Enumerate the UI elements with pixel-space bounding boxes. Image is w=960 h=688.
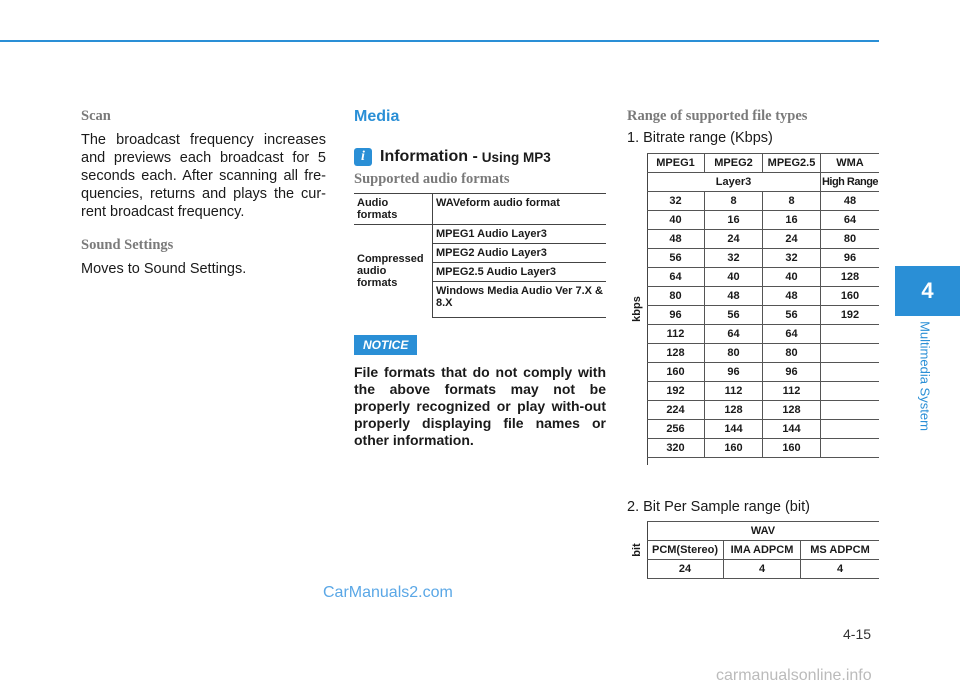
table-row bbox=[647, 211, 879, 230]
bitrate-cell: 160 bbox=[763, 439, 821, 458]
kbps-axis-label bbox=[627, 153, 648, 465]
bit-per-sample-table bbox=[627, 521, 879, 578]
format-cell: MPEG2 Audio Layer3 bbox=[433, 244, 607, 263]
bitrate-cell: 80 bbox=[705, 344, 763, 363]
bitrate-cell bbox=[821, 382, 880, 401]
bitrate-cell: 32 bbox=[647, 192, 705, 211]
bitrate-cell: 96 bbox=[763, 363, 821, 382]
media-heading: Media bbox=[354, 108, 400, 125]
scan-text: The broadcast frequency increases and previews each broadcast for 5 seconds each. After scanning all fre-quencies, returns and plays the cur-rent broadcast frequency. bbox=[81, 132, 326, 220]
bitrate-cell: 48 bbox=[647, 230, 705, 249]
kbps-label-text: kbps bbox=[631, 296, 643, 322]
table-row bbox=[647, 344, 879, 363]
bitrate-cell: 96 bbox=[647, 306, 705, 325]
bitrate-cell bbox=[821, 363, 880, 382]
bitrate-cell: 80 bbox=[763, 344, 821, 363]
bitrate-cell: 112 bbox=[763, 382, 821, 401]
bitrate-cell: 40 bbox=[705, 268, 763, 287]
value-ima-adpcm: 4 bbox=[724, 560, 801, 579]
bitrate-cell: 8 bbox=[705, 192, 763, 211]
header-mpeg1: MPEG1 bbox=[647, 154, 705, 173]
information-heading bbox=[354, 148, 551, 166]
sound-settings-heading: Sound Settings bbox=[81, 237, 174, 253]
header-high-range: High Range bbox=[821, 173, 880, 192]
table-row bbox=[647, 230, 879, 249]
bitrate-cell: 56 bbox=[763, 306, 821, 325]
bitrate-cell: 32 bbox=[763, 249, 821, 268]
header-mpeg25: MPEG2.5 bbox=[763, 154, 821, 173]
bitrate-cell: 56 bbox=[647, 249, 705, 268]
table-row bbox=[647, 249, 879, 268]
bitrate-cell: 96 bbox=[705, 363, 763, 382]
table-row bbox=[647, 325, 879, 344]
header-ima-adpcm: IMA ADPCM bbox=[724, 541, 801, 560]
header-mpeg2: MPEG2 bbox=[705, 154, 763, 173]
bitrate-cell: 256 bbox=[647, 420, 705, 439]
bitrate-cell bbox=[821, 325, 880, 344]
bit-label-text: bit bbox=[631, 542, 643, 557]
table-row bbox=[647, 154, 879, 173]
middle-column bbox=[354, 108, 606, 448]
bitrate-cell: 192 bbox=[821, 306, 880, 325]
info-subtitle: Using MP3 bbox=[481, 149, 551, 165]
bitrate-cell: 96 bbox=[821, 249, 880, 268]
bitrate-cell: 128 bbox=[705, 401, 763, 420]
header-layer3: Layer3 bbox=[647, 173, 821, 192]
bitrate-grid bbox=[647, 153, 879, 458]
bitrate-cell: 56 bbox=[705, 306, 763, 325]
table-row bbox=[354, 194, 606, 225]
bitrate-cell: 32 bbox=[705, 249, 763, 268]
bitrate-cell: 40 bbox=[647, 211, 705, 230]
table-row bbox=[647, 287, 879, 306]
bitrate-cell: 40 bbox=[763, 268, 821, 287]
chapter-tab: 4 bbox=[895, 266, 960, 316]
bitrate-cell: 24 bbox=[705, 230, 763, 249]
sound-settings-text: Moves to Sound Settings. bbox=[81, 261, 247, 277]
bitrate-cell bbox=[821, 401, 880, 420]
watermark-left[interactable]: CarManuals2.com bbox=[323, 584, 453, 601]
table-row bbox=[647, 382, 879, 401]
header-ms-adpcm: MS ADPCM bbox=[801, 541, 880, 560]
bitrate-cell: 128 bbox=[647, 344, 705, 363]
bitrate-cell: 224 bbox=[647, 401, 705, 420]
bitrate-cell: 144 bbox=[705, 420, 763, 439]
format-cell: MPEG2.5 Audio Layer3 bbox=[433, 263, 607, 282]
table-row bbox=[647, 541, 879, 560]
header-wav: WAV bbox=[647, 522, 879, 541]
notice-badge: NOTICE bbox=[354, 335, 417, 355]
bitrate-cell: 192 bbox=[647, 382, 705, 401]
bitrate-table bbox=[627, 153, 879, 465]
format-cell: Windows Media Audio Ver 7.X & 8.X bbox=[433, 282, 607, 318]
bitrate-cell: 16 bbox=[763, 211, 821, 230]
value-ms-adpcm: 4 bbox=[801, 560, 880, 579]
table-header-audio-formats: Audio formats bbox=[354, 194, 433, 225]
info-icon: i bbox=[354, 148, 372, 166]
bit-grid bbox=[647, 521, 879, 579]
compressed-category: Compressed audio formats bbox=[354, 225, 433, 318]
value-pcm: 24 bbox=[647, 560, 724, 579]
supported-formats-heading: Supported audio formats bbox=[354, 171, 510, 187]
table-row bbox=[647, 522, 879, 541]
table-row bbox=[647, 439, 879, 458]
table-header-waveform: WAVeform audio format bbox=[433, 194, 607, 225]
page-number: 4-15 bbox=[843, 626, 872, 642]
bitrate-title: 1. Bitrate range (Kbps) bbox=[627, 130, 773, 146]
bitrate-cell: 64 bbox=[763, 325, 821, 344]
bitrate-cell: 80 bbox=[821, 230, 880, 249]
watermark-right[interactable]: carmanualsonline.info bbox=[716, 667, 872, 684]
bitrate-cell: 48 bbox=[821, 192, 880, 211]
bitrate-cell bbox=[821, 344, 880, 363]
bitrate-cell: 48 bbox=[705, 287, 763, 306]
bit-per-sample-title: 2. Bit Per Sample range (bit) bbox=[627, 499, 810, 515]
notice-text: File formats that do not comply with the above formats may not be properly recognized or play with-out properly displaying file names or other information. bbox=[354, 364, 606, 448]
table-row bbox=[647, 401, 879, 420]
scan-heading: Scan bbox=[81, 108, 111, 124]
bitrate-cell: 160 bbox=[705, 439, 763, 458]
bitrate-cell: 24 bbox=[763, 230, 821, 249]
chapter-title bbox=[915, 316, 935, 436]
format-cell: MPEG1 Audio Layer3 bbox=[433, 225, 607, 244]
header-rule bbox=[0, 40, 879, 42]
audio-formats-table bbox=[354, 193, 606, 318]
table-row bbox=[354, 225, 606, 244]
bitrate-cell: 64 bbox=[647, 268, 705, 287]
bit-axis-label bbox=[627, 521, 648, 578]
bitrate-cell: 160 bbox=[647, 363, 705, 382]
bitrate-cell: 64 bbox=[821, 211, 880, 230]
table-row bbox=[647, 192, 879, 211]
chapter-title-text: Multimedia System bbox=[917, 321, 933, 431]
range-heading: Range of supported file types bbox=[627, 108, 808, 124]
left-column bbox=[81, 108, 326, 278]
table-row bbox=[647, 268, 879, 287]
info-title: Information - bbox=[380, 148, 478, 165]
bitrate-cell bbox=[821, 420, 880, 439]
header-pcm: PCM(Stereo) bbox=[647, 541, 724, 560]
bitrate-cell: 112 bbox=[705, 382, 763, 401]
bitrate-cell: 8 bbox=[763, 192, 821, 211]
table-row bbox=[647, 306, 879, 325]
bitrate-cell: 48 bbox=[763, 287, 821, 306]
table-row bbox=[647, 420, 879, 439]
table-row bbox=[647, 173, 879, 192]
table-row bbox=[647, 560, 879, 579]
bitrate-cell: 64 bbox=[705, 325, 763, 344]
table-row bbox=[647, 363, 879, 382]
bitrate-cell bbox=[821, 439, 880, 458]
bitrate-cell: 160 bbox=[821, 287, 880, 306]
bitrate-cell: 16 bbox=[705, 211, 763, 230]
bitrate-cell: 128 bbox=[763, 401, 821, 420]
bitrate-cell: 80 bbox=[647, 287, 705, 306]
right-column bbox=[627, 108, 879, 575]
bitrate-cell: 144 bbox=[763, 420, 821, 439]
bitrate-cell: 320 bbox=[647, 439, 705, 458]
bitrate-cell: 112 bbox=[647, 325, 705, 344]
header-wma: WMA bbox=[821, 154, 880, 173]
bitrate-cell: 128 bbox=[821, 268, 880, 287]
